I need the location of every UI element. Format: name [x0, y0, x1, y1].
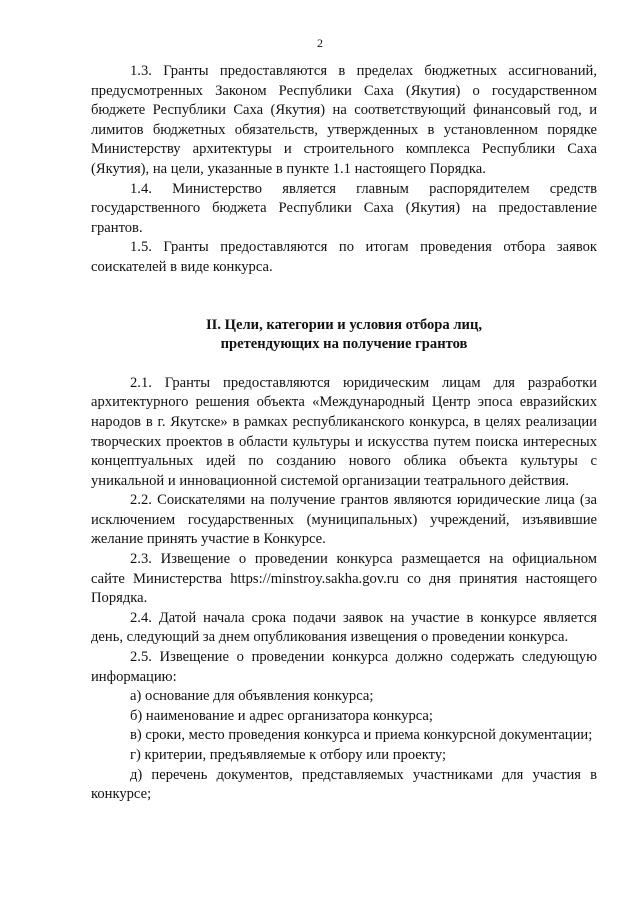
section-heading-line-1: II. Цели, категории и условия отбора лиц,	[206, 316, 482, 333]
section-heading	[91, 316, 597, 355]
paragraph-2-1: 2.1. Гранты предоставляются юридическим лицам для разработки архитектурного решения объекта «Международный Центр эпоса евразийских народов в г. Якутске» в рамках республиканского конкурса, в целях реализации творческих проектов в области культуры и искусства путем поиска интересных концептуальных идей по созданию нового облика объекта культуры с уникальной и инновационной системой организации театрального действия.	[91, 374, 597, 489]
paragraph-2-3: 2.3. Извещение о проведении конкурса размещается на официальном сайте Министерства https://minstroy.sakha.gov.ru со дня принятия настоящего Порядка.	[91, 551, 597, 607]
paragraph-1-4: 1.4. Министерство является главным распорядителем средств государственного бюджета Республики Саха (Якутия) на предоставление грантов.	[91, 180, 597, 236]
list-item-g: г) критерии, предъявляемые к отбору или проекту;	[130, 747, 447, 763]
document-body	[91, 62, 597, 805]
paragraph-2-2: 2.2. Соискателями на получение грантов являются юридические лица (за исключением государственных (муниципальных) учреждений, изъявившие желание принять участие в Конкурсе.	[91, 492, 597, 548]
list-item-b: б) наименование и адрес организатора конкурса;	[130, 707, 433, 724]
list-item-d: д) перечень документов, представляемых участниками для участия в конкурсе;	[91, 766, 597, 803]
page-number: 2	[317, 36, 323, 50]
paragraph-1-5: 1.5. Гранты предоставляются по итогам проведения отбора заявок соискателей в виде конкурса.	[91, 239, 597, 275]
paragraph-1-3: 1.3. Гранты предоставляются в пределах бюджетных ассигнований, предусмотренных Законом Республики Саха (Якутия) о государственном бюджете Республики Саха (Якутия) на соответствующий финансовый год, и лимитов бюджетных обязательств, утвержденных в установленном порядке Министерству архитектуры и строительного комплекса Республики Саха (Якутия), на цели, указанные в пункте 1.1 настоящего Порядка.	[91, 63, 597, 177]
paragraph-2-4: 2.4. Датой начала срока подачи заявок на участие в конкурсе является день, следующий за днем опубликования извещения о проведении конкурса.	[91, 609, 597, 646]
paragraph-2-5: 2.5. Извещение о проведении конкурса должно содержать следующую информацию:	[91, 649, 597, 685]
section-heading-line-2: претендующих на получение грантов	[220, 336, 468, 353]
list-item-v: в) сроки, место проведения конкурса и приема конкурсной документации;	[130, 727, 593, 744]
list-item-a: а) основание для объявления конкурса;	[130, 688, 374, 705]
